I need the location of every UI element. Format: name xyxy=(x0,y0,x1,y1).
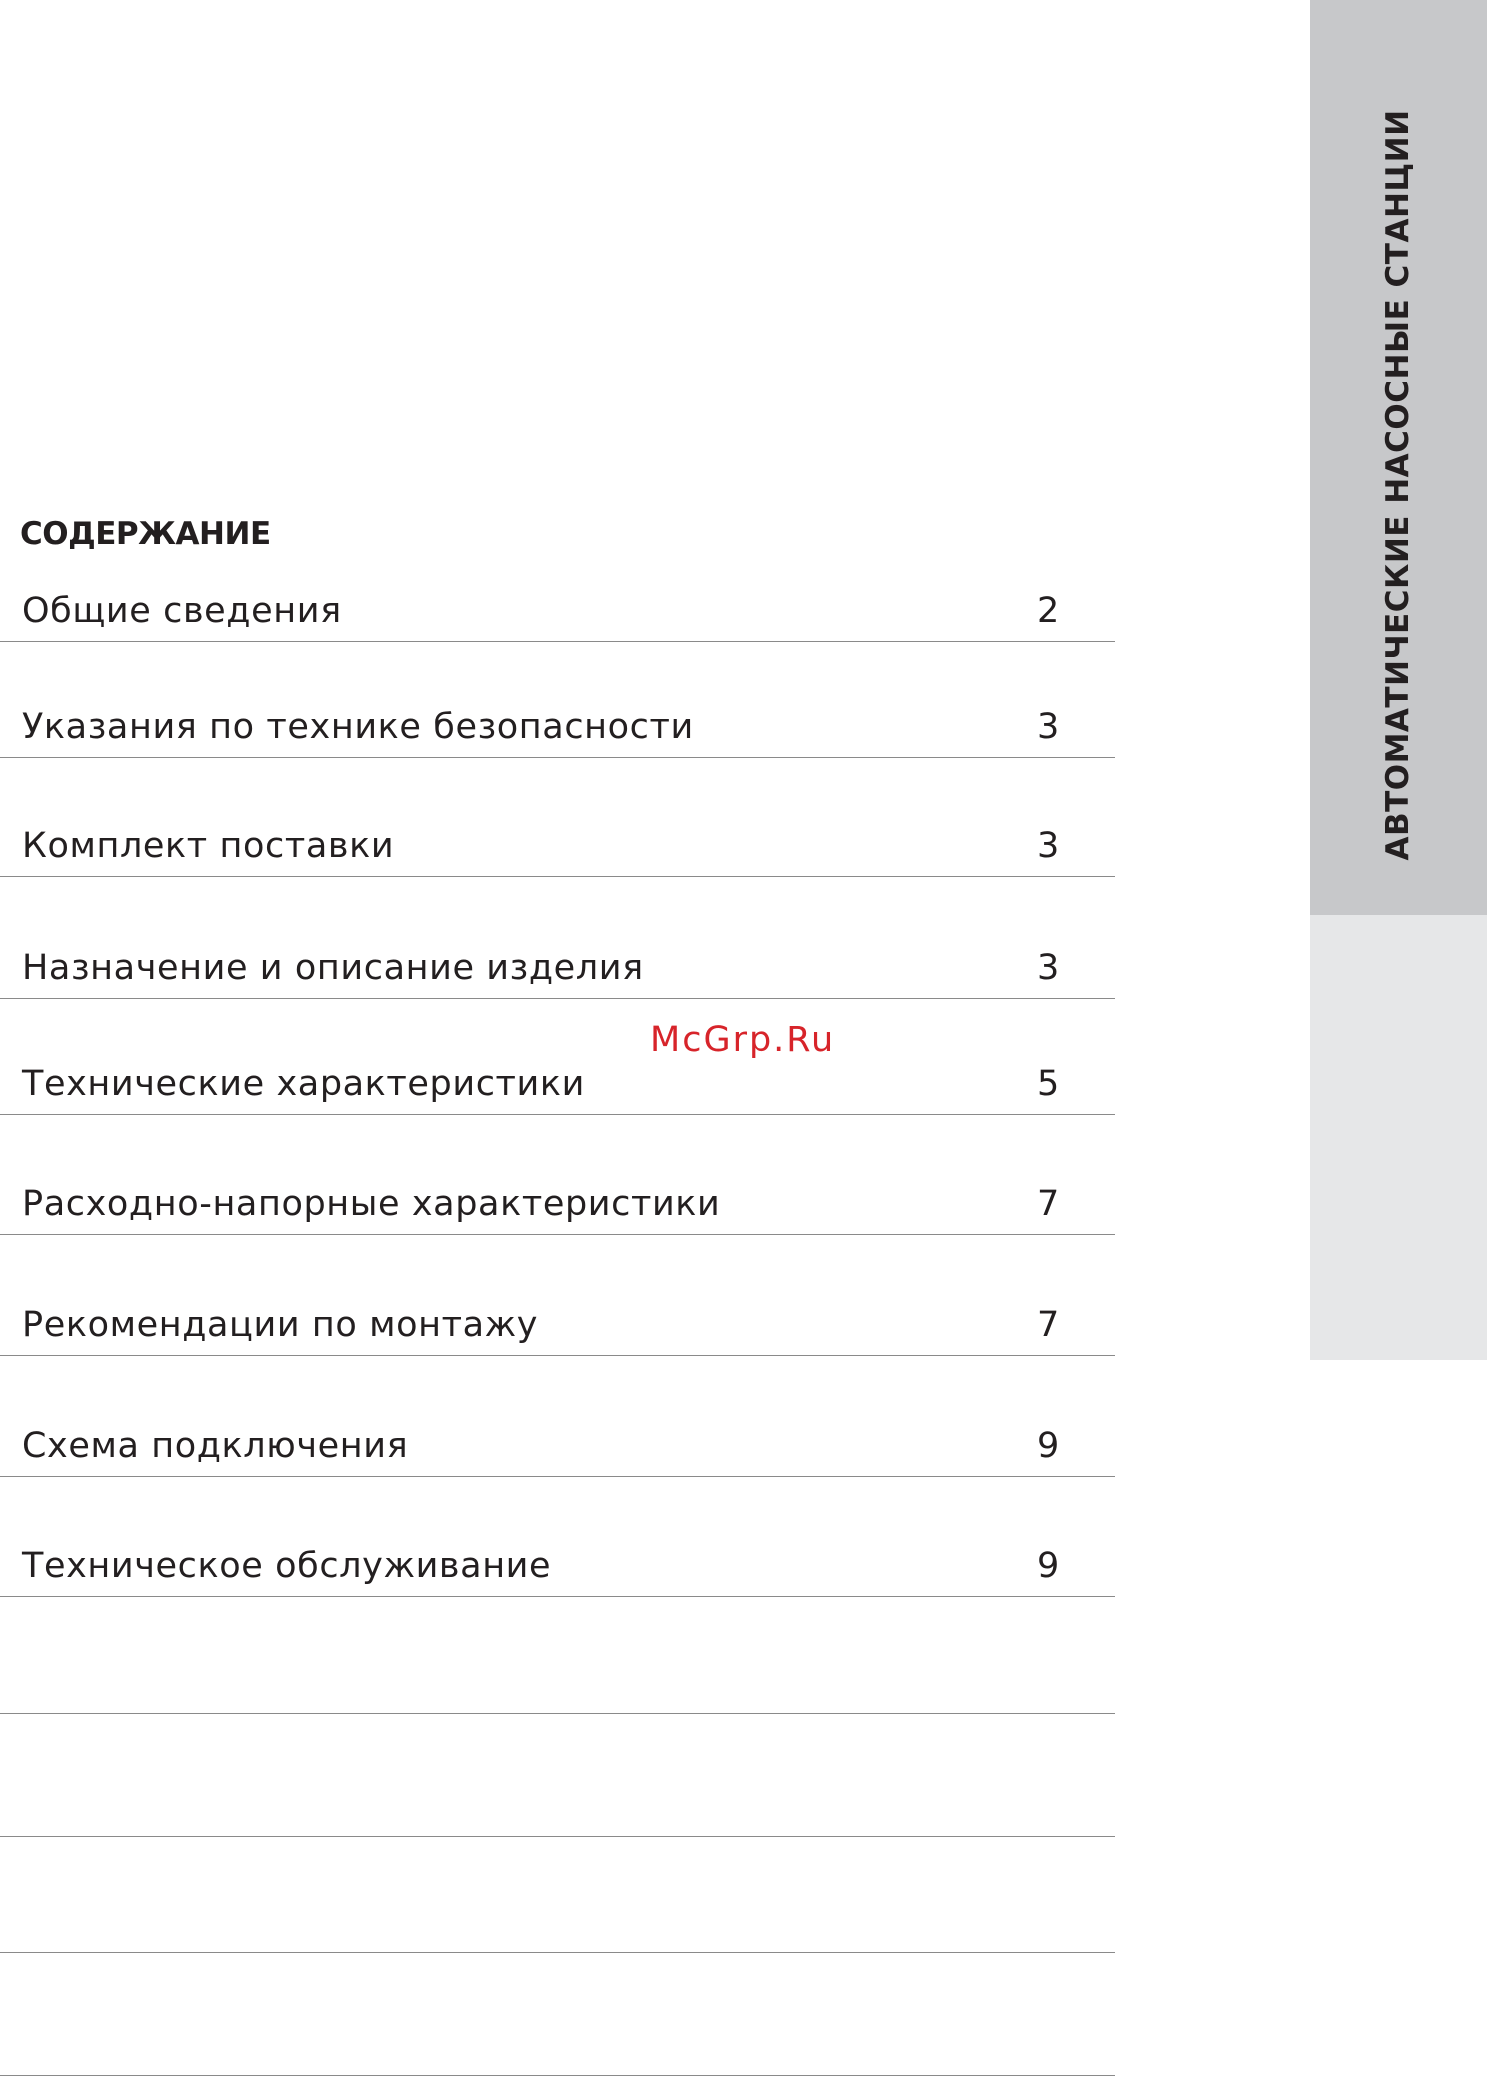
blank-rule xyxy=(0,1836,1115,1837)
toc-item-safety[interactable] xyxy=(0,697,1115,758)
toc-item-delivery-set[interactable] xyxy=(0,816,1115,877)
toc-heading: СОДЕРЖАНИЕ xyxy=(20,516,271,552)
toc-item-title: Техническое обслуживание xyxy=(22,1546,552,1586)
toc-item-page: 3 xyxy=(1037,707,1060,747)
watermark: McGrp.Ru xyxy=(650,1020,836,1060)
toc-item-title: Расходно-напорные характеристики xyxy=(22,1184,721,1224)
toc-item-title: Назначение и описание изделия xyxy=(22,948,644,988)
toc-item-page: 3 xyxy=(1037,948,1060,988)
toc-item-title: Технические характеристики xyxy=(22,1064,585,1104)
blank-rule xyxy=(0,1713,1115,1714)
toc-item-title: Указания по технике безопасности xyxy=(22,707,694,747)
toc-item-title: Рекомендации по монтажу xyxy=(22,1305,539,1345)
toc-item-wiring[interactable] xyxy=(0,1416,1115,1477)
toc-item-page: 3 xyxy=(1037,826,1060,866)
toc-item-title: Общие сведения xyxy=(22,591,342,631)
blank-rule xyxy=(0,1952,1115,1953)
toc-item-title: Комплект поставки xyxy=(22,826,395,866)
side-section-title: АВТОМАТИЧЕСКИЕ НАСОСНЫЕ СТАНЦИИ xyxy=(1380,109,1416,861)
toc-item-page: 7 xyxy=(1037,1305,1060,1345)
toc-item-page: 7 xyxy=(1037,1184,1060,1224)
side-tab-light xyxy=(1310,915,1487,1360)
toc-item-specifications[interactable] xyxy=(0,1054,1115,1115)
toc-item-maintenance[interactable] xyxy=(0,1536,1115,1597)
toc-item-page: 5 xyxy=(1037,1064,1060,1104)
toc-item-page: 9 xyxy=(1037,1426,1060,1466)
blank-rule xyxy=(0,2075,1115,2076)
toc-item-page: 9 xyxy=(1037,1546,1060,1586)
toc-item-general-info[interactable] xyxy=(0,581,1115,642)
toc-item-title: Схема подключения xyxy=(22,1426,409,1466)
toc-item-page: 2 xyxy=(1037,591,1060,631)
toc-item-flow-head[interactable] xyxy=(0,1174,1115,1235)
toc-item-purpose[interactable] xyxy=(0,938,1115,999)
toc-item-installation[interactable] xyxy=(0,1295,1115,1356)
